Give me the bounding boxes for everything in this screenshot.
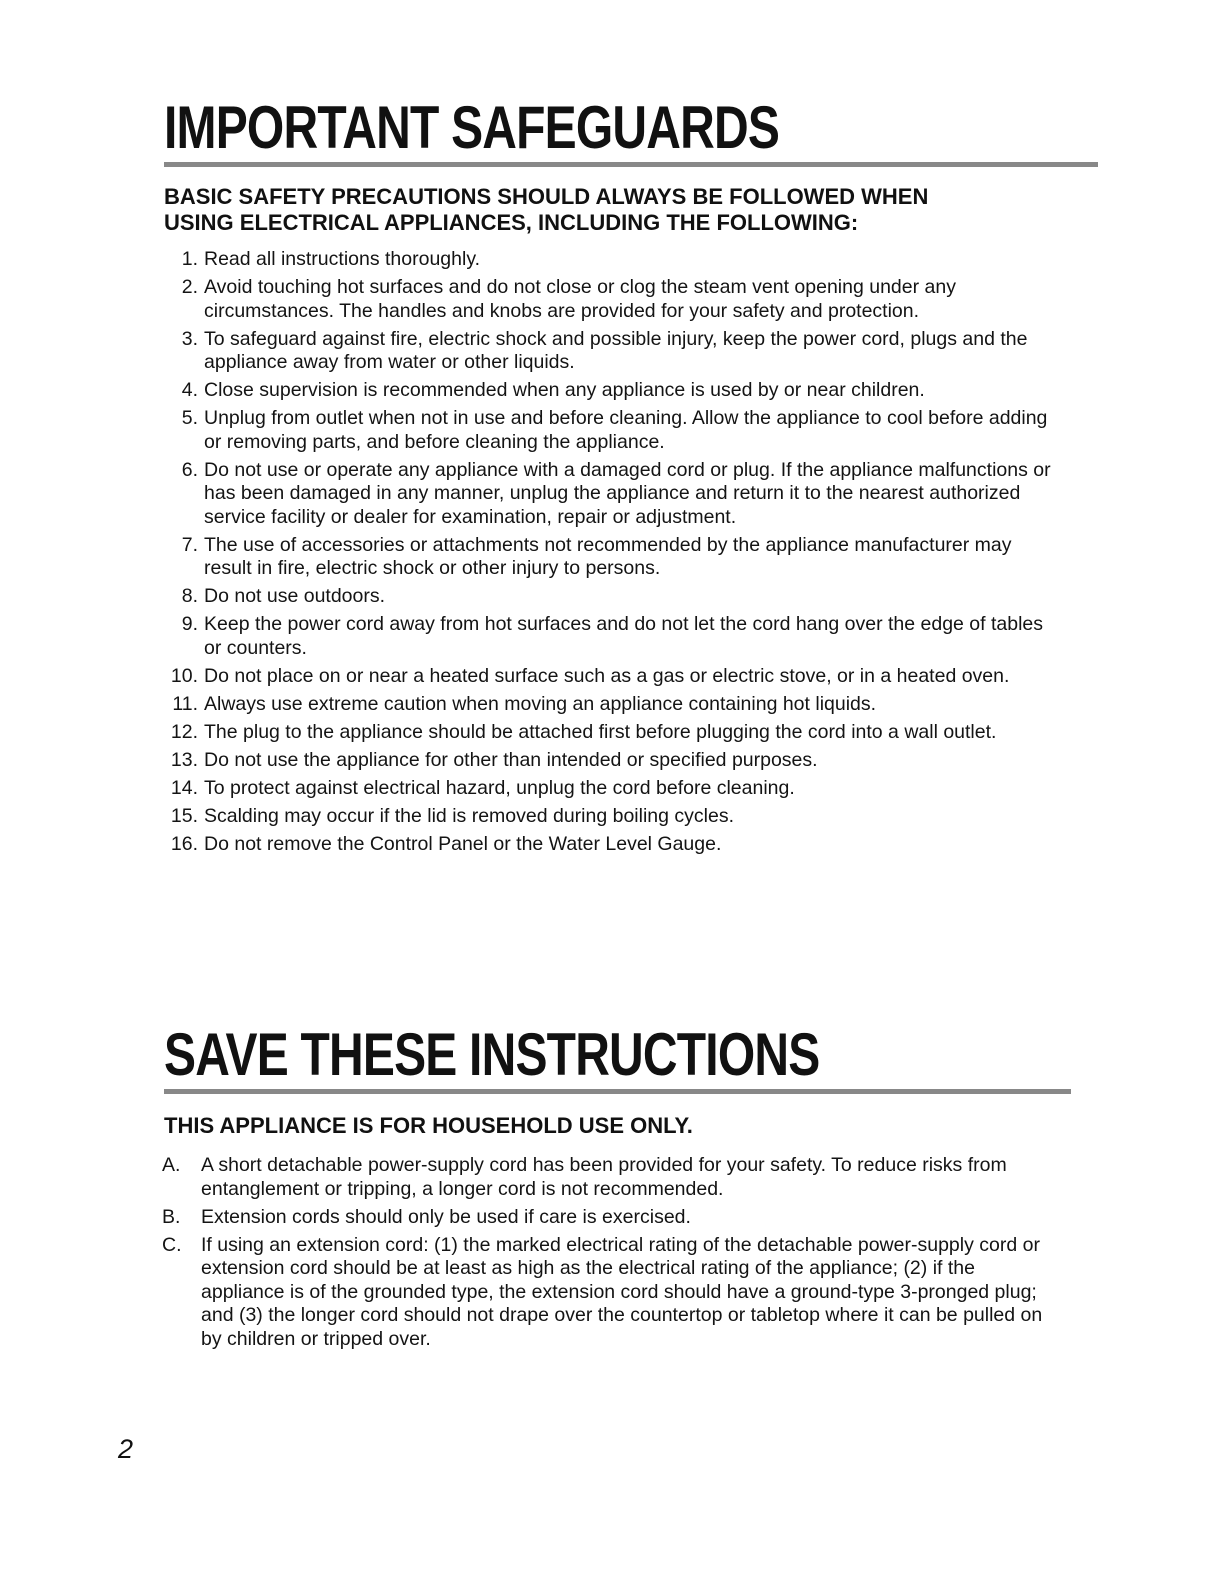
item-number: 4. bbox=[181, 379, 198, 401]
item-letter: C. bbox=[162, 1233, 182, 1256]
item-text: Do not use the appliance for other than intended or specified purposes. bbox=[204, 748, 818, 771]
item-text: Do not place on or near a heated surface such as a gas or electric stove, or in a heated oven. bbox=[204, 664, 1010, 687]
safeguard-item bbox=[181, 533, 1064, 581]
item-number: 11. bbox=[172, 692, 198, 715]
item-text: The use of accessories or attachments not recommended by the appliance manufacturer may result in fire, electric shock or other injury to persons. bbox=[204, 533, 1012, 579]
item-number: 3. bbox=[181, 327, 198, 350]
item-text: Do not use or operate any appliance with a damaged cord or plug. If the appliance malfunctions or has been damaged in any manner, unplug the appliance and return it to the nearest authorized service facility or dealer for examination, repair or adjustment. bbox=[204, 458, 1051, 528]
item-text: Unplug from outlet when not in use and before cleaning. Allow the appliance to cool before adding or removing parts, and before cleaning the appliance. bbox=[204, 407, 1048, 453]
item-number: 7. bbox=[181, 533, 198, 556]
safeguard-item bbox=[181, 379, 1064, 403]
safeguard-item bbox=[181, 585, 1064, 609]
item-letter: A. bbox=[162, 1154, 181, 1176]
item-number: 15. bbox=[170, 804, 198, 827]
item-text: Always use extreme caution when moving an appliance containing hot liquids. bbox=[204, 692, 877, 715]
safeguard-item bbox=[181, 327, 1064, 375]
safeguard-item bbox=[170, 720, 1064, 745]
page-number: 2 bbox=[118, 1434, 134, 1464]
item-text: Keep the power cord away from hot surfaces and do not let the cord hang over the edge of tables or counters. bbox=[204, 613, 1044, 659]
item-text: Extension cords should only be used if care is exercised. bbox=[201, 1205, 691, 1228]
item-text: To protect against electrical hazard, unplug the cord before cleaning. bbox=[204, 776, 795, 799]
item-letter: B. bbox=[162, 1205, 181, 1228]
safeguard-item bbox=[170, 664, 1064, 689]
item-number: 13. bbox=[170, 748, 198, 771]
safeguard-item bbox=[181, 407, 1064, 454]
household-use-subheading: THIS APPLIANCE IS FOR HOUSEHOLD USE ONLY. bbox=[164, 1113, 693, 1138]
safeguard-item bbox=[172, 692, 1064, 717]
item-text: Do not remove the Control Panel or the Water Level Gauge. bbox=[204, 832, 722, 855]
safeguard-item bbox=[170, 748, 1064, 773]
item-text: A short detachable power-supply cord has been provided for your safety. To reduce risks from entanglement or tripping, a longer cord is not recommended. bbox=[201, 1154, 1007, 1200]
safeguard-item bbox=[181, 248, 1064, 272]
item-number: 12. bbox=[170, 720, 198, 743]
safety-subheading-line2: USING ELECTRICAL APPLIANCES, INCLUDING THE FOLLOWING: bbox=[164, 210, 859, 235]
item-text: If using an extension cord: (1) the marked electrical rating of the detachable power-supply cord or extension cord should be at least as high as the electrical rating of the appliance; (2) if the appliance is of the grounded type, the extension cord should have a ground-type 3-pronged plug; and (3) the longer cord should not drape over the countertop or tabletop where it can be pulled on by children or tripped over. bbox=[201, 1233, 1043, 1350]
title-divider bbox=[164, 1089, 1071, 1094]
item-text: Do not use outdoors. bbox=[204, 585, 386, 607]
item-number: 16. bbox=[170, 832, 198, 855]
safeguard-item bbox=[181, 613, 1064, 660]
household-item bbox=[162, 1233, 1061, 1352]
important-safeguards-title: IMPORTANT SAFEGUARDS bbox=[164, 94, 780, 161]
safety-subheading-line1: BASIC SAFETY PRECAUTIONS SHOULD ALWAYS BE FOLLOWED WHEN bbox=[164, 184, 929, 209]
safeguard-item bbox=[170, 832, 1064, 857]
safeguard-item bbox=[181, 276, 1064, 323]
household-list bbox=[162, 1154, 1061, 1356]
item-number: 14. bbox=[170, 776, 198, 799]
title-divider bbox=[164, 162, 1098, 167]
household-item bbox=[162, 1154, 1061, 1201]
item-number: 1. bbox=[181, 248, 198, 270]
safeguards-list bbox=[170, 248, 1064, 861]
item-text: Close supervision is recommended when any appliance is used by or near children. bbox=[204, 379, 925, 401]
item-text: To safeguard against fire, electric shock and possible injury, keep the power cord, plugs and the appliance away from water or other liquids. bbox=[204, 327, 1028, 373]
safeguard-item bbox=[170, 804, 1064, 829]
item-number: 6. bbox=[181, 458, 198, 481]
item-text: Scalding may occur if the lid is removed during boiling cycles. bbox=[204, 804, 734, 827]
item-number: 8. bbox=[181, 585, 198, 607]
item-number: 2. bbox=[181, 276, 198, 298]
safeguard-item bbox=[170, 776, 1064, 801]
safeguard-item bbox=[181, 458, 1064, 530]
item-text: Read all instructions thoroughly. bbox=[204, 248, 481, 270]
save-instructions-title: SAVE THESE INSTRUCTIONS bbox=[164, 1021, 820, 1088]
item-text: The plug to the appliance should be attached first before plugging the cord into a wall outlet. bbox=[204, 720, 997, 743]
item-number: 9. bbox=[181, 613, 198, 635]
item-number: 10. bbox=[170, 664, 198, 687]
item-text: Avoid touching hot surfaces and do not close or clog the steam vent opening under any circumstances. The handles and knobs are provided for your safety and protection. bbox=[204, 276, 956, 322]
household-item bbox=[162, 1205, 1061, 1230]
item-number: 5. bbox=[181, 407, 198, 429]
